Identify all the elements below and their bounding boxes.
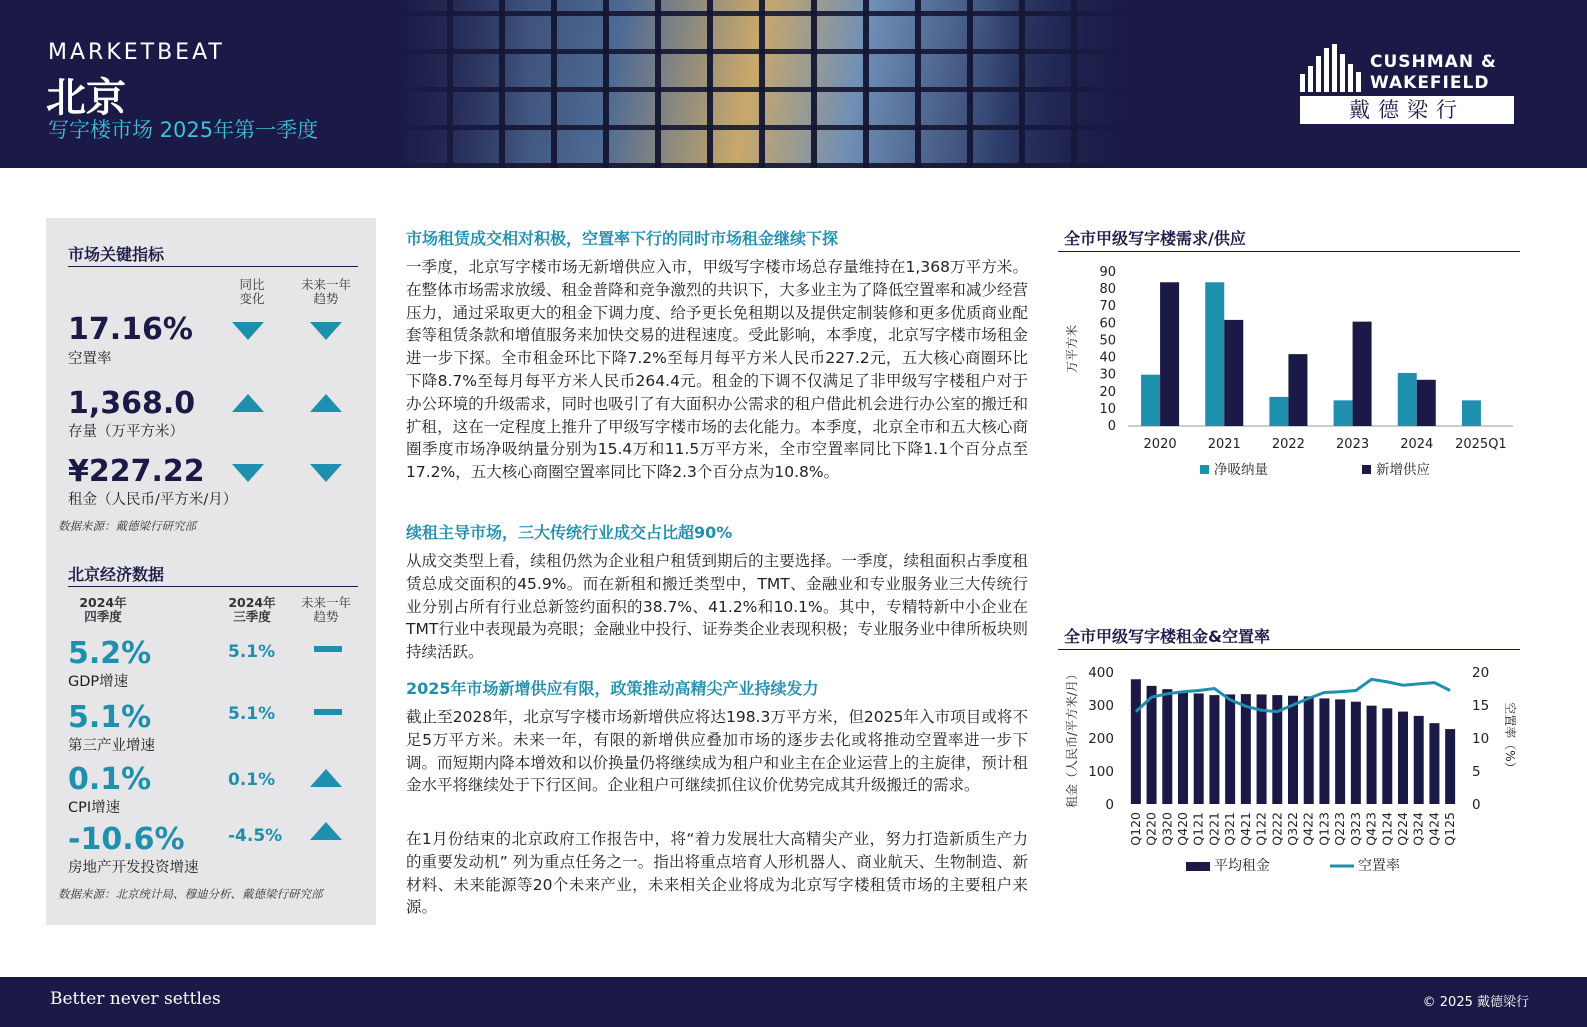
key-source-note: 数据来源：戴德梁行研究部 xyxy=(58,519,196,533)
section-heading-1: 市场租赁成交相对积极，空置率下行的同时市场租金继续下探 xyxy=(406,229,839,248)
legend-label: 净吸纳量 xyxy=(1214,462,1268,478)
key-indicators-title: 市场关键指标 xyxy=(68,245,165,264)
stock-label: 存量（万平方米） xyxy=(68,424,184,440)
gdp-growth-q3: 5.1% xyxy=(228,642,276,662)
down-arrow-icon xyxy=(310,322,342,340)
real-estate-investment-label: 房地产开发投资增速 xyxy=(68,860,199,876)
y-tick-label: 60 xyxy=(1099,316,1116,332)
vacancy-rate-label: 空置率 xyxy=(68,351,112,367)
bar-net-absorption xyxy=(1269,397,1288,426)
rent-value: ¥227.22 xyxy=(68,454,205,489)
x-tick-label: Q223 xyxy=(1332,812,1348,846)
bar-net-absorption xyxy=(1205,282,1224,426)
up-arrow-icon xyxy=(310,822,342,840)
col-yoy-header: 同比 变化 xyxy=(239,277,265,306)
cpi-growth-value: 0.1% xyxy=(68,762,152,797)
x-tick-label: Q120 xyxy=(1127,812,1143,846)
bar-average-rent xyxy=(1351,702,1361,804)
gdp-growth-value: 5.2% xyxy=(68,636,152,671)
x-tick-label: Q423 xyxy=(1363,812,1379,846)
marketbeat-label: MARKETBEAT xyxy=(48,40,225,65)
bar-average-rent xyxy=(1162,689,1172,804)
legend-label: 新增供应 xyxy=(1376,462,1430,478)
bar-net-absorption xyxy=(1141,375,1160,426)
y-tick-label: 30 xyxy=(1099,367,1116,383)
x-tick-label: Q424 xyxy=(1426,812,1442,846)
bar-net-absorption xyxy=(1398,373,1417,426)
x-tick-label: Q322 xyxy=(1285,812,1300,846)
cpi-growth-label: CPI增速 xyxy=(68,800,121,816)
x-tick-label: Q320 xyxy=(1159,812,1175,846)
rent-label: 租金（人民币/平方米/月） xyxy=(68,492,238,508)
vacancy-rate-value: 17.16% xyxy=(68,312,193,347)
report-subtitle: 写字楼市场 2025年第一季度 xyxy=(48,118,319,142)
bar-average-rent xyxy=(1414,716,1424,804)
up-arrow-icon xyxy=(310,769,342,787)
bar-new-supply xyxy=(1224,320,1243,426)
x-tick-label: Q224 xyxy=(1395,812,1410,846)
y-tick-label: 0 xyxy=(1105,797,1114,813)
y-tick-label: 70 xyxy=(1099,299,1116,315)
legend-swatch xyxy=(1362,465,1371,474)
y2-axis-label: 空置率（%） xyxy=(1503,702,1517,774)
bar-average-rent xyxy=(1131,679,1141,804)
legend-swatch xyxy=(1186,862,1210,871)
bar-average-rent xyxy=(1382,708,1392,804)
bar-new-supply xyxy=(1417,380,1436,426)
chart2-title: 全市甲级写字楼租金&空置率 xyxy=(1064,627,1270,646)
flat-trend-icon xyxy=(314,709,342,715)
x-tick-label: Q422 xyxy=(1300,812,1316,846)
x-tick-label: Q321 xyxy=(1222,812,1238,846)
gdp-growth-label: GDP增速 xyxy=(68,674,129,690)
y-tick-label: 200 xyxy=(1088,731,1114,747)
bar-average-rent xyxy=(1225,694,1235,804)
logo-chinese-name: 戴德梁行 xyxy=(1300,96,1514,124)
bar-average-rent xyxy=(1367,706,1377,804)
x-tick-label: Q220 xyxy=(1143,812,1159,846)
x-tick-label: 2022 xyxy=(1271,437,1305,452)
econ-source-note: 数据来源：北京统计局、穆迪分析、戴德梁行研究部 xyxy=(58,887,323,901)
sidebar-panel xyxy=(46,218,376,925)
y-tick-label: 20 xyxy=(1099,384,1116,400)
cushman-wakefield-logo xyxy=(1300,44,1520,126)
bar-average-rent xyxy=(1319,698,1329,804)
col-trend-header: 未来一年 趋势 xyxy=(300,277,351,306)
city-title: 北京 xyxy=(46,75,126,121)
y2-tick-label: 20 xyxy=(1472,665,1490,681)
x-tick-label: 2024 xyxy=(1400,437,1434,452)
paragraph-1: 一季度，北京写字楼市场无新增供应入市，甲级写字楼市场总存量维持在1,368万平方米。在整体市场需求放缓、租金普降和竞争激烈的共识下，大多业主为了降低空置率和减少经营压力，通过采取更大的租金下调力度、给予更长免租期以及提供定制装修和更多优质商业配套等租赁条款和增值服务来加快交易的进程速度。受此影响，本季度，北京写字楼市场租金进一步下探。全市租金环比下降7.2%至每月每平方米人民币227.2元，五大核心商圈环比下降8.7%至每月每平方米人民币264.4元。租金的下调不仅满足了非甲级写字楼租户对于办公环境的升级需求，同时也吸引了有大面积办公需求的租户借此机会进行办公室的搬迁和扩租，这在一定程度上推升了甲级写字楼市场的去化能力。本季度，北京全市和五大核心商圈季度市场净吸纳量分别为15.4万和11.5万平方米，全市空置率同比下降1.1个百分点至17.2%，五大核心商圈空置率同比下降2.3个百分点为10.8%。 xyxy=(406,258,1028,482)
logo-text-line2: WAKEFIELD xyxy=(1370,73,1490,93)
x-tick-label: 2025Q1 xyxy=(1455,437,1507,452)
y2-tick-label: 10 xyxy=(1472,731,1490,747)
econ-col-trend-header: 未来一年 趋势 xyxy=(300,595,351,624)
down-arrow-icon xyxy=(310,464,342,482)
y-axis-label: 租金（人民币/平方米/月） xyxy=(1065,667,1079,809)
x-tick-label: Q125 xyxy=(1442,812,1458,846)
rent-vacancy-chart xyxy=(1058,656,1528,886)
tertiary-growth-label: 第三产业增速 xyxy=(68,738,155,754)
real-estate-investment-value: -10.6% xyxy=(68,822,185,857)
x-tick-label: 2020 xyxy=(1143,437,1177,452)
up-arrow-icon xyxy=(310,394,342,412)
footer-tagline: Better never settles xyxy=(50,989,221,1009)
y2-tick-label: 0 xyxy=(1472,797,1481,813)
bar-average-rent xyxy=(1429,723,1439,804)
tertiary-growth-q3: 5.1% xyxy=(228,704,276,724)
logo-text-line1: CUSHMAN & xyxy=(1370,52,1497,72)
y-tick-label: 10 xyxy=(1099,401,1116,417)
y-tick-label: 400 xyxy=(1088,665,1114,681)
bar-average-rent xyxy=(1304,696,1314,804)
x-tick-label: Q221 xyxy=(1206,812,1222,846)
down-arrow-icon xyxy=(232,464,264,482)
y-tick-label: 50 xyxy=(1099,333,1116,349)
econ-col-q4-header: 2024年 四季度 xyxy=(79,595,127,624)
page-header xyxy=(0,0,1587,168)
legend-swatch xyxy=(1200,465,1209,474)
bar-average-rent xyxy=(1178,691,1188,804)
bar-average-rent xyxy=(1335,699,1345,804)
section-heading-3: 2025年市场新增供应有限，政策推动高精尖产业持续发力 xyxy=(406,679,819,698)
legend-label: 空置率 xyxy=(1358,858,1400,874)
y-tick-label: 90 xyxy=(1099,265,1116,280)
paragraph-2: 从成交类型上看，续租仍然为企业租户租赁到期后的主要选择。一季度，续租面积占季度租赁总成交面积的45.9%。而在新租和搬迁类型中，TMT、金融业和专业服务业三大传统行业分别占所有行业总新签约面积的38.7%、41.2%和10.1%。其中，专精特新中小企业在TMT行业中表现最为亮眼；金融业中投行、证券类企业表现积极；专业服务业中律所板块则持续活跃。 xyxy=(406,552,1028,662)
bar-average-rent xyxy=(1209,695,1219,804)
y-tick-label: 100 xyxy=(1088,764,1114,780)
bar-average-rent xyxy=(1194,693,1204,804)
y-tick-label: 0 xyxy=(1107,419,1116,434)
flat-trend-icon xyxy=(314,646,342,652)
bar-new-supply xyxy=(1288,354,1307,426)
down-arrow-icon xyxy=(232,322,264,340)
logo-bars-icon xyxy=(1300,44,1362,92)
bar-average-rent xyxy=(1147,686,1157,804)
y-tick-label: 80 xyxy=(1099,282,1116,298)
up-arrow-icon xyxy=(232,394,264,412)
x-tick-label: Q121 xyxy=(1190,812,1206,846)
x-tick-label: 2023 xyxy=(1336,437,1370,452)
paragraph-3: 截止至2028年，北京写字楼市场新增供应将达198.3万平方米，但2025年入市项目或将不足5万平方米。未来一年，有限的新增供应叠加市场的逐步去化或将推动空置率进一步下调。而短期内降本增效和以价换量仍将继续成为租户和业主在企业运营上的主旋律，预计租金水平将继续处于下行区间。企业租户可继续抓住议价优势完成其升级搬迁的需求。 xyxy=(406,708,1028,795)
section-heading-2: 续租主导市场，三大传统行业成交占比超90% xyxy=(406,523,733,542)
footer-copyright: © 2025 戴德梁行 xyxy=(1422,995,1529,1010)
y2-tick-label: 15 xyxy=(1472,698,1490,714)
paragraph-4: 在1月份结束的北京政府工作报告中，将“着力发展壮大高精尖产业，努力打造新质生产力的重要发动机” 列为重点任务之一。指出将重点培育人形机器人、商业航天、生物制造、新材料、未来能源等20个未来产业，未来相关企业将成为北京写字楼租赁市场的主要租户来源。 xyxy=(406,830,1028,917)
y2-tick-label: 5 xyxy=(1472,764,1481,780)
econ-col-q3-header: 2024年 三季度 xyxy=(228,595,276,624)
bar-new-supply xyxy=(1160,282,1179,426)
bar-average-rent xyxy=(1398,712,1408,804)
x-tick-label: Q323 xyxy=(1347,812,1363,846)
demand-supply-chart xyxy=(1058,258,1528,488)
x-tick-label: Q124 xyxy=(1379,812,1395,846)
bar-average-rent xyxy=(1445,729,1455,804)
x-tick-label: Q123 xyxy=(1316,812,1332,846)
stock-value: 1,368.0 xyxy=(68,386,196,421)
x-tick-label: Q222 xyxy=(1269,812,1285,846)
y-axis-label: 万平方米 xyxy=(1065,324,1079,374)
tertiary-growth-value: 5.1% xyxy=(68,700,152,735)
legend-label: 平均租金 xyxy=(1214,858,1270,874)
bar-net-absorption xyxy=(1462,400,1481,426)
cpi-growth-q3: 0.1% xyxy=(228,770,276,790)
bar-net-absorption xyxy=(1334,400,1353,426)
real-estate-investment-q3: -4.5% xyxy=(228,826,283,846)
x-tick-label: Q122 xyxy=(1253,812,1269,846)
bar-average-rent xyxy=(1241,694,1251,804)
bar-new-supply xyxy=(1353,322,1372,426)
x-tick-label: Q324 xyxy=(1410,812,1426,846)
x-tick-label: Q421 xyxy=(1237,812,1253,846)
y-tick-label: 300 xyxy=(1088,698,1114,714)
x-tick-label: 2021 xyxy=(1207,437,1241,452)
y-tick-label: 40 xyxy=(1099,350,1116,366)
page-footer xyxy=(0,977,1587,1027)
economy-title: 北京经济数据 xyxy=(68,565,165,584)
x-tick-label: Q420 xyxy=(1175,812,1190,846)
chart1-title: 全市甲级写字楼需求/供应 xyxy=(1064,229,1246,248)
bar-average-rent xyxy=(1288,696,1298,804)
